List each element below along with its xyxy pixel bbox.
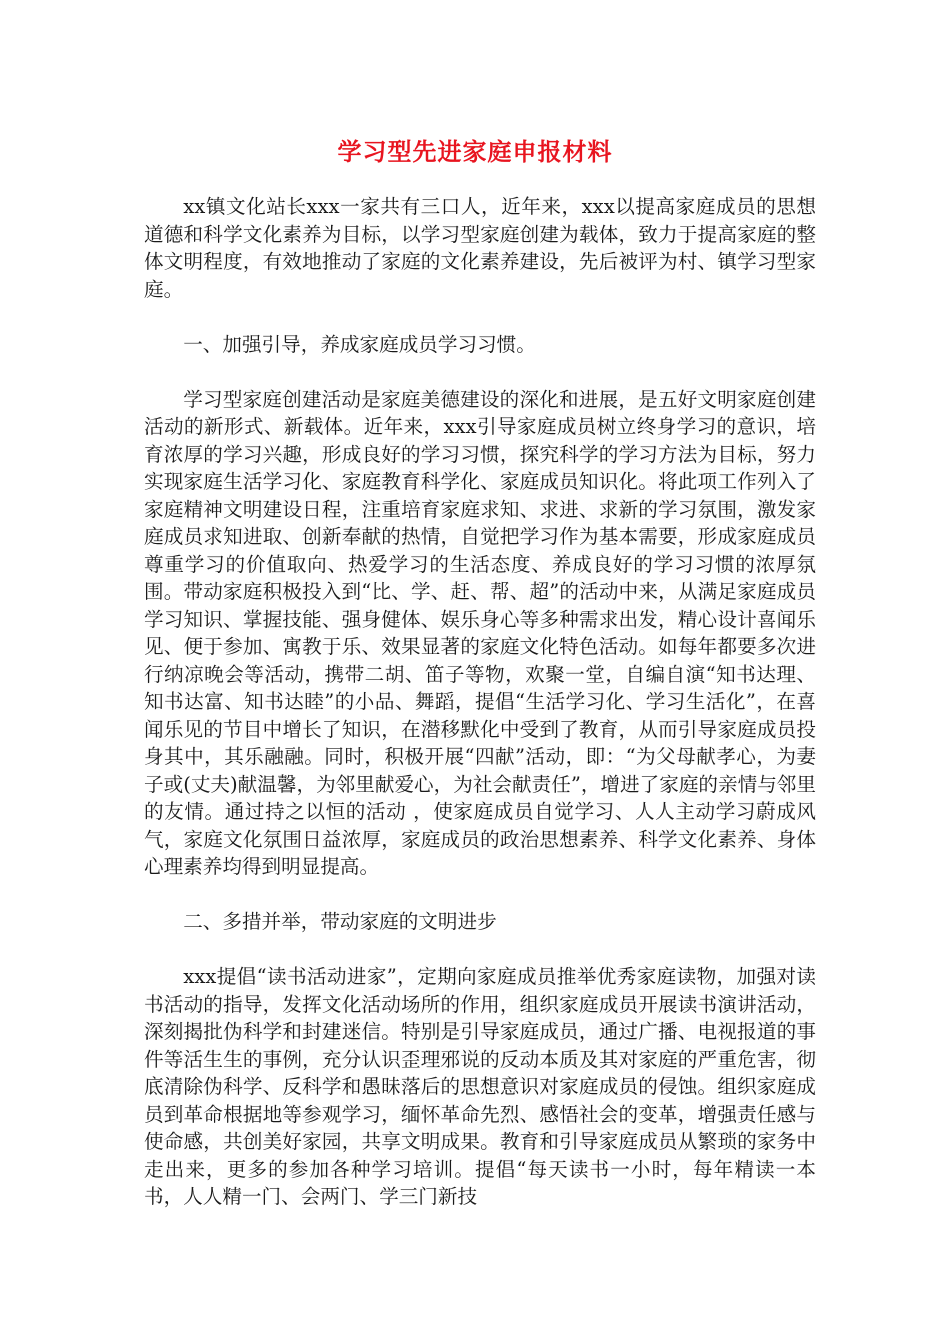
section-1-paragraph: 学习型家庭创建活动是家庭美德建设的深化和进展，是五好文明家庭创建活动的新形式、新载体。近年来，xxx引导家庭成员树立终身学习的意识，培育浓厚的学习兴趣，形成良好的学习习惯，探究科学的学习方法为目标，努力实现家庭生活学习化、家庭教育科学化、家庭成员知识化。将此项工作列入了家庭精神文明建设日程，注重培育家庭求知、求进、求新的学习氛围，激发家庭成员求知进取、创新奉献的热情，自觉把学习作为基本需要，形成家庭成员尊重学习的价值取向、热爱学习的生活态度、养成良好的学习习惯的浓厚氛围。带动家庭积极投入到“比、学、赶、帮、超”的活动中来，从满足家庭成员学习知识、掌握技能、强身健体、娱乐身心等多种需求出发，精心设计喜闻乐见、便于参加、寓教于乐、效果显著的家庭文化特色活动。如每年都要多次进行纳凉晚会等活动，携带二胡、笛子等物，欢聚一堂，自编自演“知书达理、知书达富、知书达睦”的小品、舞蹈，提倡“生活学习化、学习生活化”，在喜闻乐见的节目中增长了知识，在潜移默化中受到了教育，从而引导家庭成员投身其中，其乐融融。同时，积极开展“四献”活动，即：“为父母献孝心，为妻子或(丈夫)献温馨，为邻里献爱心，为社会献责任”，增进了家庭的亲情与邻里的友情。通过持之以恒的活动 ，使家庭成员自觉学习、人人主动学习蔚成风气，家庭文化氛围日益浓厚，家庭成员的政治思想素养、科学文化素养、身体心理素养均得到明显提高。 — [144, 387, 816, 878]
section-2-paragraph: xxx提倡“读书活动进家”，定期向家庭成员推举优秀家庭读物，加强对读书活动的指导，发挥文化活动场所的作用，组织家庭成员开展读书演讲活动，深刻揭批伪科学和封建迷信。特别是引导家庭成员，通过广播、电视报道的事件等活生生的事例，充分认识歪理邪说的反动本质及其对家庭的严重危害，彻底清除伪科学、反科学和愚昧落后的思想意识对家庭成员的侵蚀。组织家庭成员到革命根据地等参观学习，缅怀革命先烈、感悟社会的变革，增强责任感与使命感，共创美好家园，共享文明成果。教育和引导家庭成员从繁琐的家务中走出来，更多的参加各种学习培训。提倡“每天读书一小时，每年精读一本书，人人精一门、会两门、学三门新技 — [144, 965, 816, 1208]
document-body — [144, 193, 816, 1211]
paragraph-spacer — [144, 358, 816, 386]
intro-paragraph: xx镇文化站长xxx一家共有三口人，近年来，xxx以提高家庭成员的思想道德和科学文化素养为目标，以学习型家庭创建为载体，致力于提高家庭的整体文明程度，有效地推动了家庭的文化素养建设，先后被评为村、镇学习型家庭。 — [144, 195, 816, 301]
section-1-heading: 一、加强引导，养成家庭成员学习习惯。 — [183, 332, 536, 356]
paragraph-spacer — [144, 936, 816, 964]
paragraph-spacer — [144, 881, 816, 909]
document-title: 学习型先进家庭申报材料 — [337, 138, 613, 166]
paragraph-spacer — [144, 303, 816, 331]
section-2-heading: 二、多措并举，带动家庭的文明进步 — [183, 910, 497, 933]
